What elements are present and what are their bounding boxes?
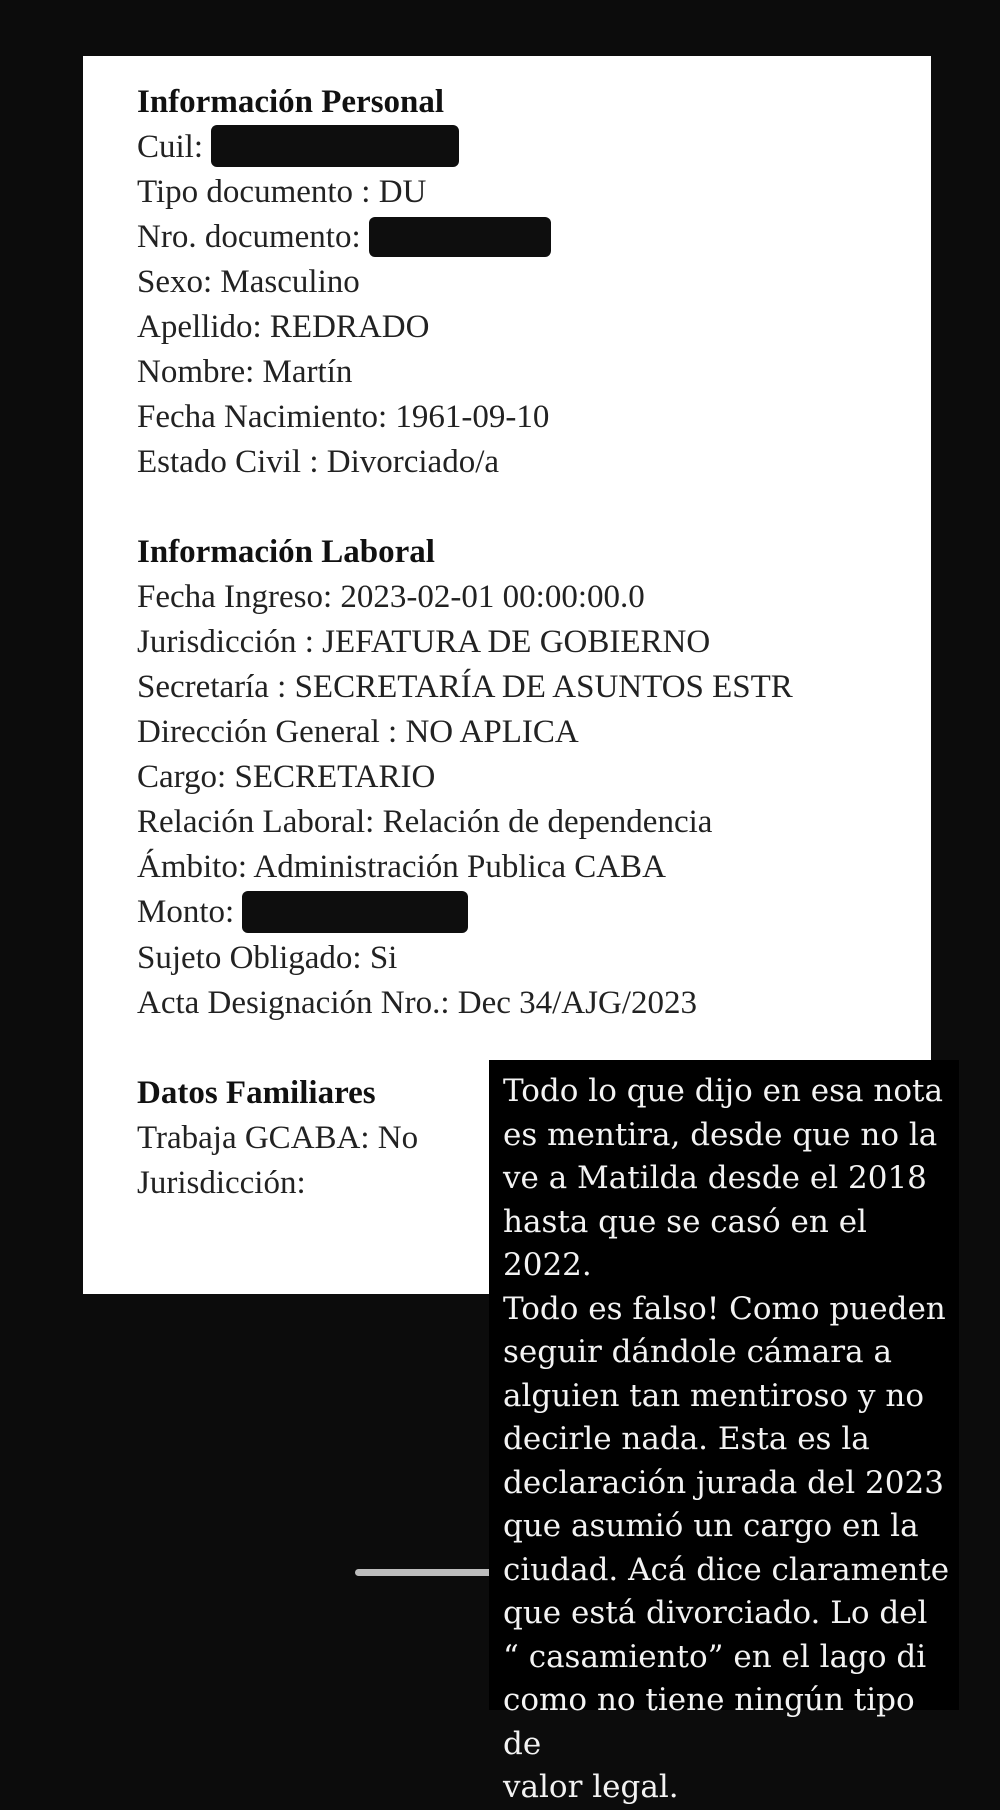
cuil-row xyxy=(137,125,931,170)
caption-box xyxy=(489,1060,959,1805)
personal-info-heading: Información Personal xyxy=(137,84,445,120)
jurisdiccion-row: Jurisdicción : JEFATURA DE GOBIERNO xyxy=(137,624,711,661)
secretaria-row: Secretaría : SECRETARÍA DE ASUNTOS ESTR xyxy=(137,669,793,706)
redaction-mark xyxy=(211,125,459,167)
direccion-general-row: Dirección General : NO APLICA xyxy=(137,714,579,751)
family-data-heading: Datos Familiares xyxy=(137,1074,376,1111)
monto-row xyxy=(137,890,931,935)
ambito-row: Ámbito: Administración Publica CABA xyxy=(137,849,666,886)
apellido-row: Apellido: REDRADO xyxy=(137,309,430,346)
acta-designacion-row: Acta Designación Nro.: Dec 34/AJG/2023 xyxy=(137,984,697,1021)
cargo-row: Cargo: SECRETARIO xyxy=(137,759,436,796)
scrub-bar[interactable] xyxy=(355,1569,495,1576)
monto-label: Monto: xyxy=(137,894,235,931)
redaction-mark xyxy=(369,217,551,257)
relacion-laboral-row: Relación Laboral: Relación de dependencia xyxy=(137,804,713,841)
sexo-row: Sexo: Masculino xyxy=(137,264,360,301)
cuil-label: Cuil: xyxy=(137,129,204,165)
family-jurisdiccion-row: Jurisdicción: xyxy=(137,1164,306,1201)
tipo-documento-row: Tipo documento : DU xyxy=(137,174,427,211)
trabaja-gcaba-row: Trabaja GCABA: No xyxy=(137,1119,419,1156)
caption-text: Todo lo que dijo en esa nota es mentira, desde que no la ve a Matilda desde el 2018 hasta que se casó en el 2022. Todo es falso! Como pueden seguir dándole cámara a alguien tan mentiroso y no decirle nada. Esta es la declaración jurada del 2023 que asumió un cargo en la ciudad. Acá dice claramente que está divorciado. Lo del “ casamiento” en el lago di como no tiene ningún tipo de valor legal. xyxy=(503,1073,950,1805)
estado-civil-row: Estado Civil : Divorciado/a xyxy=(137,444,500,481)
fecha-nacimiento-row: Fecha Nacimiento: 1961-09-10 xyxy=(137,399,550,436)
nro-documento-label: Nro. documento: xyxy=(137,219,361,256)
nro-documento-row xyxy=(137,215,931,260)
nombre-row: Nombre: Martín xyxy=(137,354,353,391)
section-spacer xyxy=(137,485,931,530)
document-content xyxy=(137,80,931,1206)
sujeto-obligado-row: Sujeto Obligado: Si xyxy=(137,939,398,976)
redaction-mark xyxy=(242,891,468,933)
fecha-ingreso-row: Fecha Ingreso: 2023-02-01 00:00:00.0 xyxy=(137,579,645,616)
labor-info-heading: Información Laboral xyxy=(137,534,435,571)
